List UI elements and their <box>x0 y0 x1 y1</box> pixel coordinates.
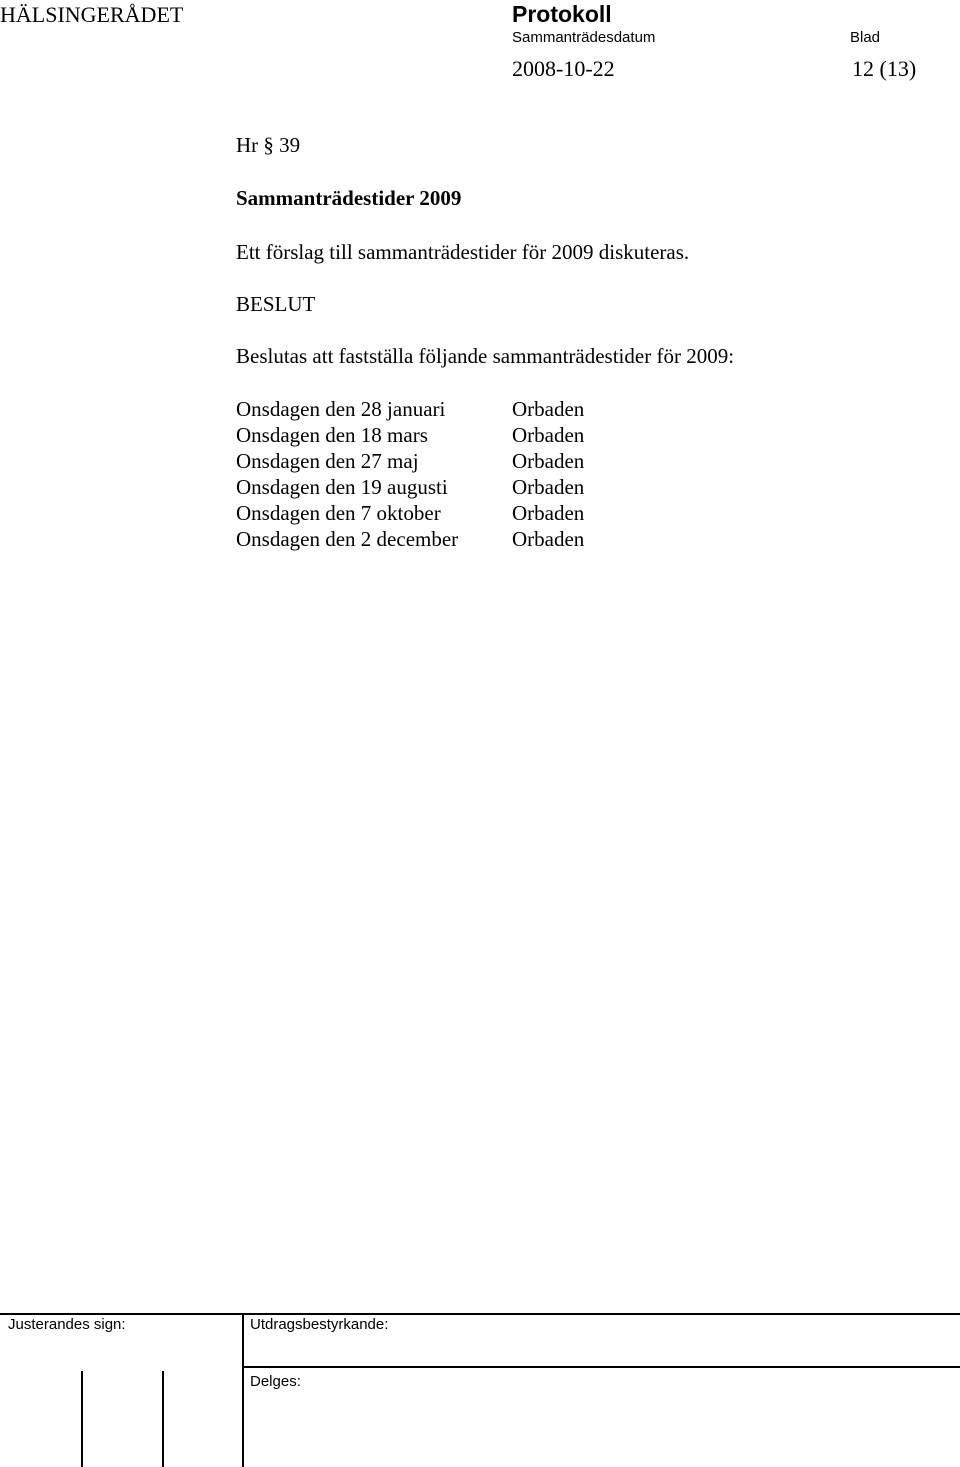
signers-label: Justerandes sign: <box>8 1316 126 1333</box>
page-number: 12 (13) <box>852 56 917 81</box>
schedule-date: Onsdagen den 28 januari <box>236 397 446 421</box>
schedule-row <box>236 474 584 500</box>
schedule-date: Onsdagen den 27 maj <box>236 449 419 473</box>
schedule-place: Orbaden <box>512 501 585 525</box>
meeting-date-label: Sammanträdesdatum <box>512 29 656 46</box>
item-heading: Sammanträdestider 2009 <box>236 186 462 210</box>
schedule-row <box>236 396 584 422</box>
footer-top-rule <box>0 1313 960 1315</box>
schedule-place: Orbaden <box>512 423 585 447</box>
schedule-place: Orbaden <box>512 475 585 499</box>
decision-label: BESLUT <box>236 292 316 316</box>
certifier-label: Utdragsbestyrkande: <box>250 1316 389 1333</box>
schedule-date: Onsdagen den 19 augusti <box>236 475 448 499</box>
distribution-label: Delges: <box>250 1373 301 1390</box>
schedule-place: Orbaden <box>512 449 585 473</box>
schedule-row <box>236 526 584 552</box>
schedule-place: Orbaden <box>512 527 585 551</box>
schedule-row <box>236 422 584 448</box>
meeting-schedule <box>236 396 584 552</box>
signature-box-divider <box>162 1371 164 1467</box>
document-type: Protokoll <box>512 1 612 27</box>
footer-divider-horizontal <box>242 1366 960 1368</box>
schedule-date: Onsdagen den 18 mars <box>236 423 428 447</box>
schedule-date: Onsdagen den 2 december <box>236 527 459 551</box>
schedule-date: Onsdagen den 7 oktober <box>236 501 441 525</box>
section-number: Hr § 39 <box>236 133 301 157</box>
meeting-date: 2008-10-22 <box>512 56 615 81</box>
footer-divider-vertical <box>242 1315 244 1467</box>
schedule-row <box>236 500 584 526</box>
schedule-place: Orbaden <box>512 397 585 421</box>
schedule-row <box>236 448 584 474</box>
organization-name: HÄLSINGERÅDET <box>0 2 184 27</box>
signature-box-divider <box>81 1371 83 1467</box>
page-label: Blad <box>850 29 881 46</box>
decision-text: Beslutas att fastställa följande sammanträdestider för 2009: <box>236 344 735 368</box>
intro-text: Ett förslag till sammanträdestider för 2009 diskuteras. <box>236 240 690 264</box>
